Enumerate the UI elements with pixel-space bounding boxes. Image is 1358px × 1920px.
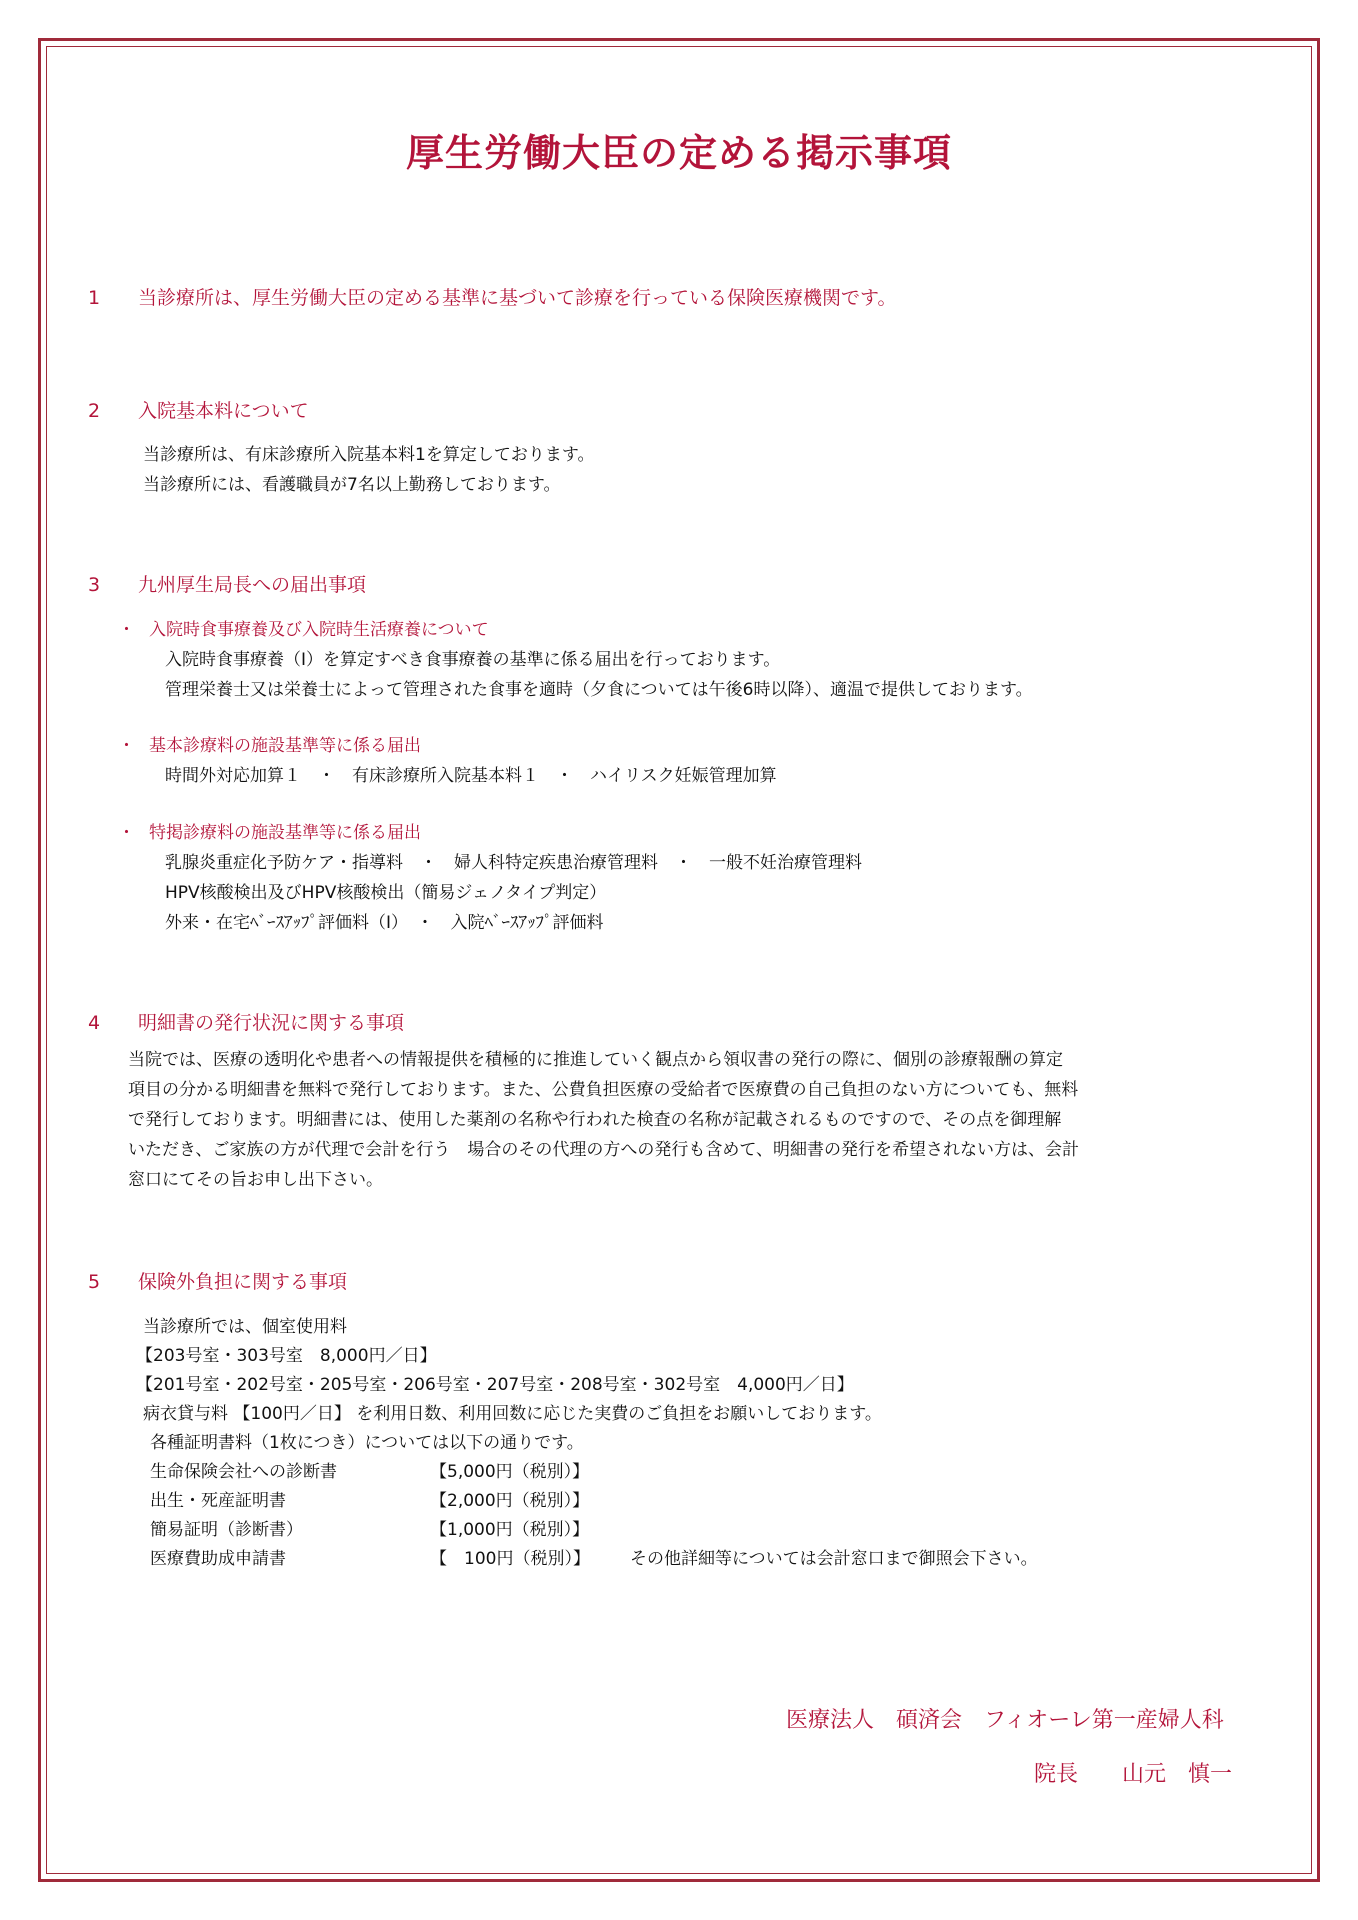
bullet-icon: ・ xyxy=(118,736,135,756)
section-1-text: 当診療所は、厚生労働大臣の定める基準に基づいて診療を行っている保険医療機関です。 xyxy=(138,287,897,309)
section-4-heading xyxy=(88,1008,404,1035)
bullet-icon: ・ xyxy=(118,620,135,640)
section-2-title: 入院基本料について xyxy=(138,400,309,422)
section-5-line-2: 【203号室・303号室 8,000円／日】 xyxy=(136,1346,437,1366)
fee-row: 生命保険会社への診断書 【5,000円（税別）】 xyxy=(150,1462,590,1482)
fee-row: 簡易証明（診断書） 【1,000円（税別）】 xyxy=(150,1520,590,1540)
signature-director: 院長 山元 慎一 xyxy=(1034,1762,1233,1787)
subsection-basic-line-1: 時間外対応加算１ ・ 有床診療所入院基本料１ ・ ハイリスク妊娠管理加算 xyxy=(165,766,777,786)
section-5-title: 保険外負担に関する事項 xyxy=(138,1271,348,1293)
section-2-line-2: 当診療所には、看護職員が7名以上勤務しております。 xyxy=(143,475,561,495)
page-title: 厚生労働大臣の定める掲示事項 xyxy=(405,131,952,175)
section-3-heading xyxy=(88,570,366,597)
bullet-icon: ・ xyxy=(118,823,135,843)
fee-row: 出生・死産証明書 【2,000円（税別）】 xyxy=(150,1491,590,1511)
fee-note: その他詳細等については会計窓口まで御照会下さい。 xyxy=(629,1549,1038,1569)
section-4-title: 明細書の発行状況に関する事項 xyxy=(138,1012,405,1034)
subsection-special-line-3: 外来・在宅ﾍﾞｰｽｱｯﾌﾟ評価料（Ⅰ） ・ 入院ﾍﾞｰｽｱｯﾌﾟ評価料 xyxy=(165,913,604,933)
subsection-special-line-2: HPV核酸検出及びHPV核酸検出（簡易ジェノタイプ判定） xyxy=(165,883,607,903)
section-2-line-1: 当診療所は、有床診療所入院基本料1を算定しております。 xyxy=(143,445,595,465)
section-2-number: 2 xyxy=(88,400,101,422)
section-5-heading xyxy=(88,1267,347,1294)
subsection-meal-line-1: 入院時食事療養（Ⅰ）を算定すべき食事療養の基準に係る届出を行っております。 xyxy=(165,650,781,670)
section-2-heading xyxy=(88,396,309,423)
fee-row: 医療費助成申請書 【 100円（税別）】 その他詳細等については会計窓口まで御照会下さい。 xyxy=(150,1549,1038,1569)
section-5-line-3: 【201号室・202号室・205号室・206号室・207号室・208号室・302号室 4,000円／日】 xyxy=(136,1375,854,1395)
section-3-number: 3 xyxy=(88,574,101,596)
section-4-paragraph: 当院では、医療の透明化や患者への情報提供を積極的に推進していく観点から領収書の発行の際に、個別の診療報酬の算定 項目の分かる明細書を無料で発行しております。また、公費負担医療の受給者で医療費の自己負担のない方についても、無料 で発行しております。明細書には、使用した薬剤の名称や行われた検査の名称が記載されるものですので、その点を御理解 いただき、ご家族の方が代理で会計を行う 場合のその代理の方への発行も含めて、明細書の発行を希望されない方は、会計 窓口にてその旨お申し出下さい。 xyxy=(128,1050,1079,1190)
section-5-number: 5 xyxy=(88,1271,101,1293)
section-1 xyxy=(88,283,896,310)
inner-border xyxy=(46,46,1312,1874)
section-5-line-5: 各種証明書料（1枚につき）については以下の通りです。 xyxy=(150,1433,584,1453)
section-4-number: 4 xyxy=(88,1012,101,1034)
section-5-line-4: 病衣貸与料 【100円／日】 を利用日数、利用回数に応じた実費のご負担をお願いしております。 xyxy=(143,1404,882,1424)
section-1-number: 1 xyxy=(88,287,101,309)
section-5-line-1: 当診療所では、個室使用料 xyxy=(143,1317,347,1337)
subsection-basic-title: ・ 基本診療料の施設基準等に係る届出 xyxy=(118,736,421,756)
subsection-special-title: ・ 特掲診療料の施設基準等に係る届出 xyxy=(118,823,421,843)
signature-organization: 医療法人 碩済会 フィオーレ第一産婦人科 xyxy=(786,1708,1224,1733)
subsection-meal-title: ・ 入院時食事療養及び入院時生活療養について xyxy=(118,620,489,640)
subsection-meal-line-2: 管理栄養士又は栄養士によって管理された食事を適時（夕食については午後6時以降）、適温で提供しております。 xyxy=(165,680,1033,700)
subsection-special-line-1: 乳腺炎重症化予防ケア・指導料 ・ 婦人科特定疾患治療管理料 ・ 一般不妊治療管理料 xyxy=(165,853,862,873)
section-3-title: 九州厚生局長への届出事項 xyxy=(138,574,367,596)
